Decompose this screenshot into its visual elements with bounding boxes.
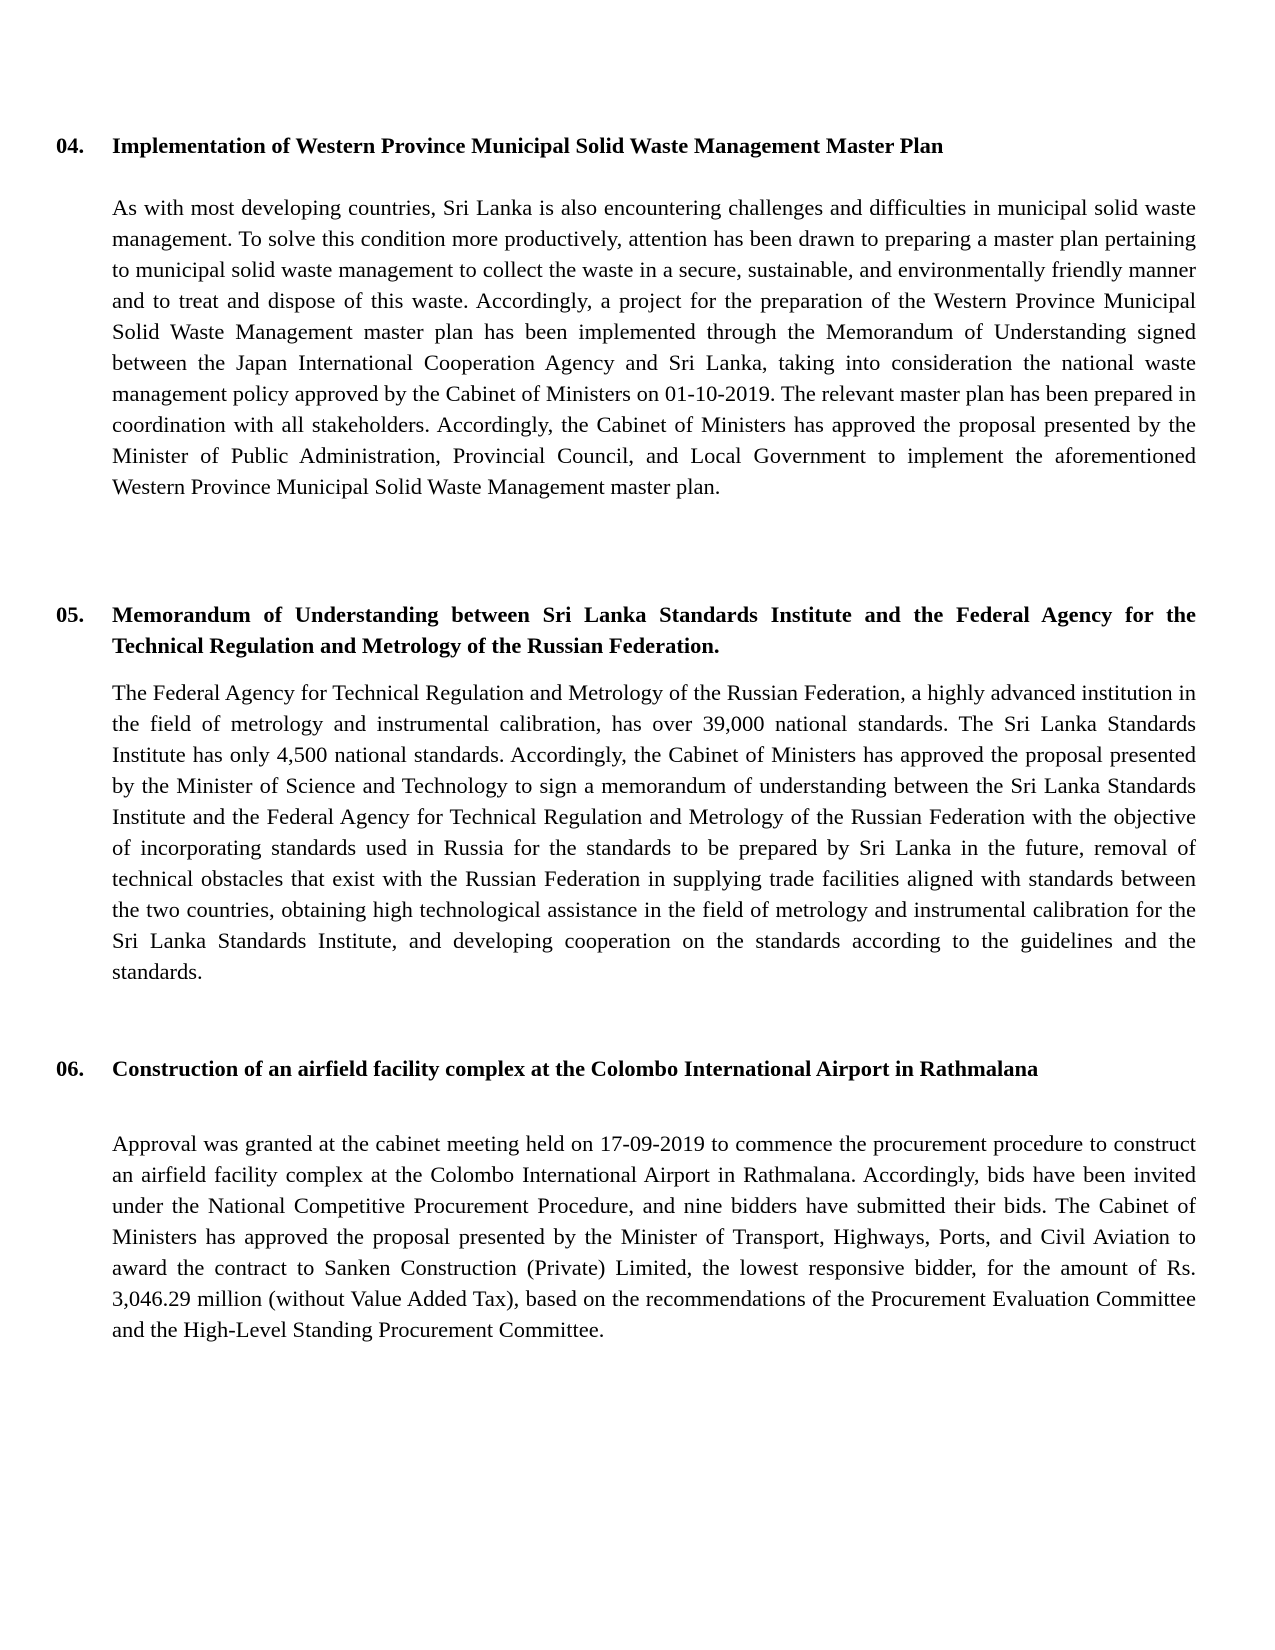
section-number: 04. (56, 133, 85, 158)
section-title: Construction of an airfield facility complex at the Colombo International Airport in Rathmalana (112, 1056, 1039, 1081)
section-title: Implementation of Western Province Municipal Solid Waste Management Master Plan (112, 133, 944, 158)
section-title: Memorandum of Understanding between Sri Lanka Standards Institute and the Federal Agency for the Technical Regulation and Metrology of the Russian Federation. (112, 602, 1196, 658)
section-heading (56, 1053, 1196, 1084)
section-number: 05. (56, 602, 85, 627)
section-05 (56, 599, 1196, 987)
section-heading (56, 599, 1196, 661)
section-heading (56, 130, 1196, 161)
section-body: Approval was granted at the cabinet meeting held on 17-09-2019 to commence the procurement procedure to construct an airfield facility complex at the Colombo International Airport in Rathmalana. Accordingly, bids have been invited under the National Competitive Procurement Procedure, and nine bidders have submitted their bids. The Cabinet of Ministers has approved the proposal presented by the Minister of Transport, Highways, Ports, and Civil Aviation to award the contract to Sanken Construction (Private) Limited, the lowest responsive bidder, for the amount of Rs. 3,046.29 million (without Value Added Tax), based on the recommendations of the Procurement Evaluation Committee and the High-Level Standing Procurement Committee. (112, 1131, 1196, 1342)
section-body: As with most developing countries, Sri Lanka is also encountering challenges and difficulties in municipal solid waste management. To solve this condition more productively, attention has been drawn to preparing a master plan pertaining to municipal solid waste management to collect the waste in a secure, sustainable, and environmentally friendly manner and to treat and dispose of this waste. Accordingly, a project for the preparation of the Western Province Municipal Solid Waste Management master plan has been implemented through the Memorandum of Understanding signed between the Japan International Cooperation Agency and Sri Lanka, taking into consideration the national waste management policy approved by the Cabinet of Ministers on 01-10-2019. The relevant master plan has been prepared in coordination with all stakeholders. Accordingly, the Cabinet of Ministers has approved the proposal presented by the Minister of Public Administration, Provincial Council, and Local Government to implement the aforementioned Western Province Municipal Solid Waste Management master plan. (112, 195, 1196, 499)
section-body: The Federal Agency for Technical Regulation and Metrology of the Russian Federation, a highly advanced institution in the field of metrology and instrumental calibration, has over 39,000 national standards. The Sri Lanka Standards Institute has only 4,500 national standards. Accordingly, the Cabinet of Ministers has approved the proposal presented by the Minister of Science and Technology to sign a memorandum of understanding between the Sri Lanka Standards Institute and the Federal Agency for Technical Regulation and Metrology of the Russian Federation with the objective of incorporating standards used in Russia for the standards to be prepared by Sri Lanka in the future, removal of technical obstacles that exist with the Russian Federation in supplying trade facilities aligned with standards between the two countries, obtaining high technological assistance in the field of metrology and instrumental calibration for the Sri Lanka Standards Institute, and developing cooperation on the standards according to the guidelines and the standards. (112, 680, 1196, 984)
section-04 (56, 130, 1196, 502)
section-06 (56, 1053, 1196, 1345)
section-number: 06. (56, 1056, 85, 1081)
